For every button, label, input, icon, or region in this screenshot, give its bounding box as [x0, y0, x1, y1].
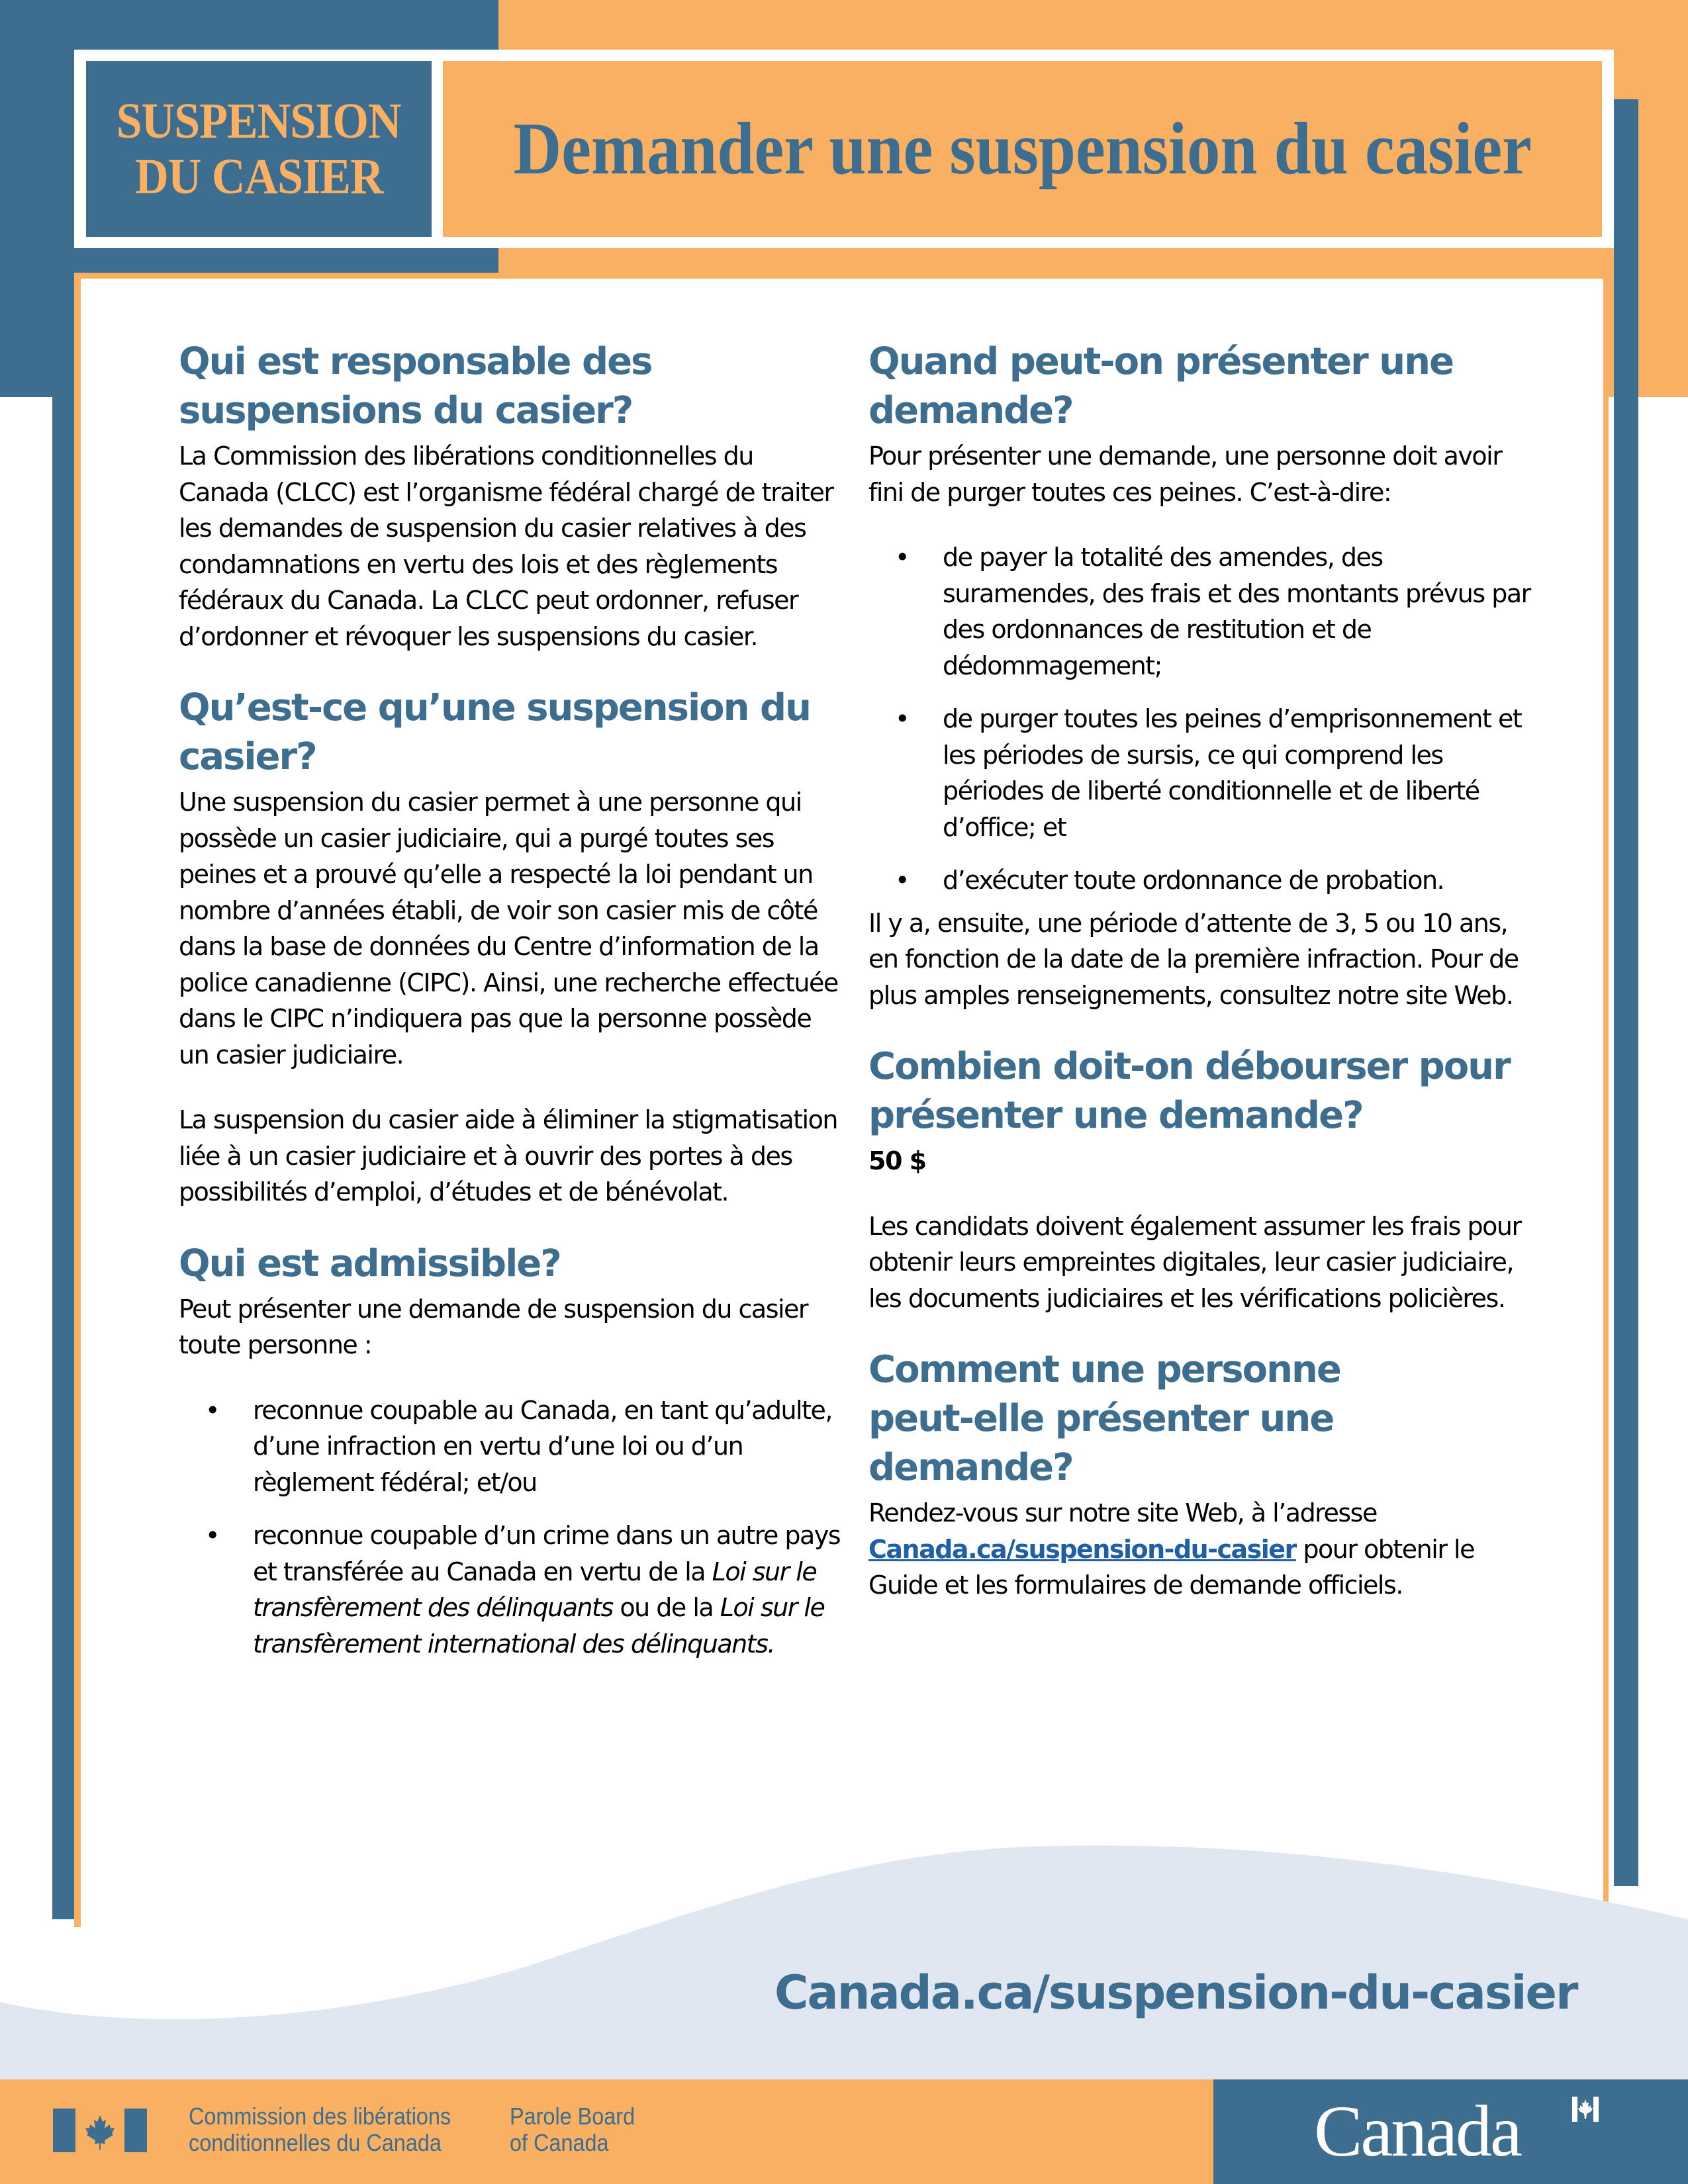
wave-shape [0, 1845, 1688, 2079]
label-line-1: SUSPENSION [117, 93, 401, 149]
section-heading: Comment une personne peut-elle présenter une demande? [868, 1348, 1340, 1489]
left-column [179, 338, 841, 1691]
section-heading: Qui est responsable des suspensions du casier? [179, 340, 652, 432]
org-line: of Canada [510, 2129, 609, 2156]
bullet-icon: • [205, 1521, 219, 1550]
section-what-is [179, 684, 841, 1210]
list-item-text: reconnue coupable au Canada, en tant qu’adulte, d’une infraction en vertu d’une loi ou d’un règlement fédéral; et/ou [253, 1395, 832, 1497]
list-item [868, 539, 1530, 684]
section-intro: Pour présenter une demande, une personne doit avoir fini de purger toutes ces peines. C’est-à-dire: [868, 441, 1502, 507]
bullet-icon: • [895, 704, 909, 733]
section-body: Une suspension du casier permet à une personne qui possède un casier judiciaire, qui a purgé toutes ses peines et a prouvé qu’elle a respecté la loi pendant un nombre d’années établi, de voir son casier mis de côté dans la base de données du Centre d’information de la police canadienne (CIPC). Ainsi, une recherche effectuée dans le CIPC n’indiquera pas que la personne possède un casier judiciaire. [179, 788, 838, 1069]
law-title: Loi sur le transfèrement des délinquants [253, 1557, 817, 1622]
section-when [868, 338, 1530, 1013]
list-item [179, 1392, 841, 1501]
body-text: Rendez-vous sur notre site Web, à l’adresse [868, 1498, 1377, 1527]
bullet-icon: • [895, 543, 909, 572]
section-responsible [179, 338, 841, 655]
list-item [868, 701, 1530, 845]
section-body [868, 1495, 1530, 1604]
canada-flag-icon [53, 2109, 147, 2152]
right-blue-strip [1614, 99, 1638, 1886]
fee-amount: 50 $ [868, 1146, 926, 1175]
right-column [868, 338, 1530, 1633]
law-title: Loi sur le transfèrement international des délinquants. [253, 1593, 825, 1659]
list-item-text: d’exécuter toute ordonnance de probation. [943, 866, 1444, 895]
eligibility-list [179, 1392, 841, 1662]
org-name-fr [189, 2103, 451, 2156]
section-how [868, 1345, 1530, 1604]
section-cost [868, 1042, 1530, 1316]
list-item-text: reconnue coupable d’un crime dans un autre pays et transférée au Canada en vertu de la [253, 1521, 841, 1586]
section-heading: Qu’est-ce qu’une suspension du casier? [179, 686, 810, 778]
title-banner [443, 61, 1602, 237]
section-body: La suspension du casier aide à éliminer la stigmatisation liée à un casier judiciaire et à ouvrir des portes à des possibilités d’emploi, d’études et de bénévolat. [179, 1105, 837, 1206]
page-title: Demander une suspension du casier [513, 107, 1532, 190]
decorative-wave [0, 1840, 1688, 2079]
requirements-list [868, 539, 1530, 899]
org-name-en [510, 2103, 635, 2156]
left-blue-strip [52, 397, 74, 1919]
list-item [179, 1518, 841, 1662]
footer-url[interactable]: Canada.ca/suspension-du-casier [774, 1966, 1577, 2020]
section-heading: Combien doit-on débourser pour présenter une demande? [868, 1045, 1510, 1137]
list-item-text: ou de la [612, 1593, 720, 1622]
list-item [868, 862, 1530, 899]
body-text: pour obtenir le Guide et les formulaires de demande officiels. [868, 1534, 1474, 1600]
category-label [86, 61, 432, 237]
bullet-icon: • [205, 1395, 219, 1425]
list-item-text: de purger toutes les peines d’emprisonnement et les périodes de sursis, ce qui comprend les périodes de liberté conditionnelle et de liberté d’office; et [943, 704, 1522, 842]
section-heading: Qui est admissible? [179, 1242, 561, 1285]
section-body: Il y a, ensuite, une période d’attente de 3, 5 ou 10 ans, en fonction de la date de la première infraction. Pour de plus amples renseignements, consultez notre site Web. [868, 908, 1519, 1010]
section-body: Les candidats doivent également assumer les frais pour obtenir leurs empreintes digitales, leur casier judiciaire, les documents judiciaires et les vérifications policières. [868, 1211, 1521, 1313]
section-intro: Peut présenter une demande de suspension du casier toute personne : [179, 1294, 808, 1359]
bullet-icon: • [895, 866, 909, 895]
section-eligible [179, 1240, 841, 1662]
org-line: Parole Board [510, 2103, 635, 2130]
website-link[interactable]: Canada.ca/suspension-du-casier [868, 1534, 1296, 1564]
org-line: conditionnelles du Canada [189, 2129, 442, 2156]
wordmark-flag-icon [1572, 2097, 1599, 2122]
list-item-text: de payer la totalité des amendes, des suramendes, des frais et des montants prévus par des ordonnances de restitution et de dédommagement; [943, 543, 1530, 680]
canada-wordmark: Canada [1314, 2091, 1521, 2171]
label-line-2: DU CASIER [134, 149, 383, 205]
section-heading: Quand peut-on présenter une demande? [868, 340, 1453, 432]
section-body: La Commission des libérations conditionnelles du Canada (CLCC) est l’organisme fédéral chargé de traiter les demandes de suspension du casier relatives à des condamnations en vertu des lois et des règlements fédéraux du Canada. La CLCC peut ordonner, refuser d’ordonner et révoquer les suspensions du casier. [179, 441, 833, 651]
org-line: Commission des libérations [189, 2103, 451, 2130]
